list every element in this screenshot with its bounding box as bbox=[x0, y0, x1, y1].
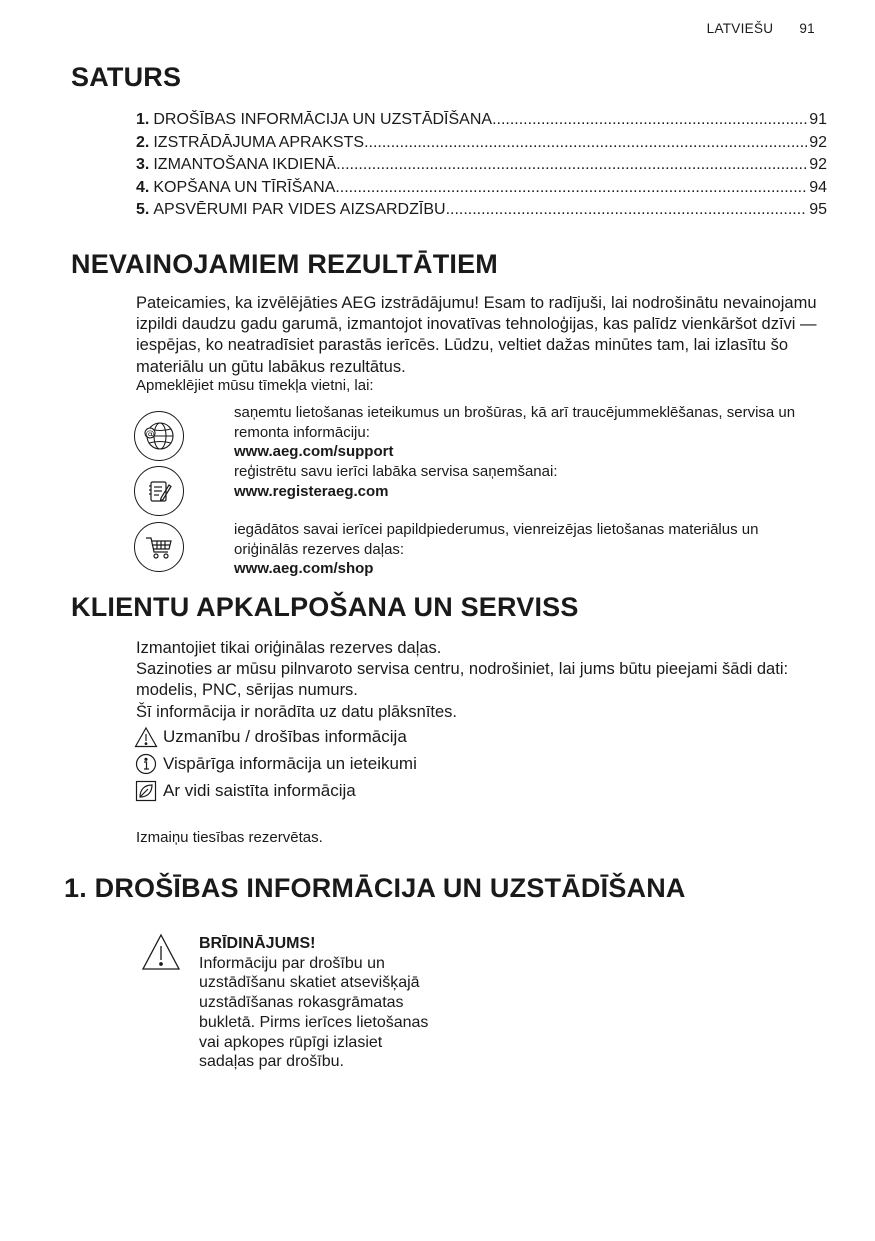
toc-item-page: 95 bbox=[809, 201, 827, 218]
register-link-text bbox=[234, 462, 804, 501]
toc-item-4[interactable] bbox=[136, 179, 827, 202]
toc-item-page: 92 bbox=[809, 156, 827, 173]
toc-item-label: IZMANTOŠANA IKDIENĀ bbox=[153, 156, 337, 173]
toc-leader bbox=[446, 201, 808, 219]
page-header bbox=[707, 21, 815, 36]
legend-warning bbox=[134, 726, 407, 748]
toc-item-label: IZSTRĀDĀJUMA APRAKSTS bbox=[153, 133, 365, 151]
service-line: Šī informācija ir norādīta uz datu plāksnītes. bbox=[136, 702, 457, 721]
shop-description: iegādātos savai ierīcei papildpiederumus, vienreizējas lietošanas materiālus un oriģinālās rezerves daļas: bbox=[234, 521, 759, 558]
toc-item-number: 2. bbox=[136, 133, 150, 151]
toc-item-label: APSVĒRUMI PAR VIDES AIZSARDZĪBU bbox=[153, 201, 446, 218]
service-title: KLIENTU APKALPOŠANA UN SERVISS bbox=[71, 592, 579, 622]
support-description: saņemtu lietošanas ieteikumus un brošūras, kā arī traucējummeklēšanas, servisa un remonta informāciju: bbox=[234, 404, 796, 441]
toc-leader bbox=[492, 111, 807, 129]
toc-item-1[interactable] bbox=[136, 111, 827, 134]
toc-item-number: 3. bbox=[136, 156, 150, 173]
results-title: NEVAINOJAMIEM REZULTĀTIEM bbox=[71, 249, 498, 279]
toc-item-3[interactable] bbox=[136, 156, 827, 179]
service-line: Sazinoties ar mūsu pilnvaroto servisa centru, nodrošiniet, lai jums būtu pieejami šādi dati: modelis, PNC, sērijas numurs. bbox=[136, 660, 789, 700]
service-line: Izmantojiet tikai oriģinālas rezerves daļas. bbox=[136, 639, 442, 657]
toc-item-number: 1. bbox=[136, 111, 150, 128]
cart-icon bbox=[134, 522, 184, 572]
toc-item-label: DROŠĪBAS INFORMĀCIJA UN UZSTĀDĪŠANA bbox=[153, 111, 493, 128]
rights-reserved: Izmaiņu tiesības rezervētas. bbox=[136, 829, 323, 846]
toc-leader bbox=[335, 179, 807, 197]
warning-text: Informāciju par drošību un uzstādīšanu skatiet atsevišķajā uzstādīšanas rokasgrāmatas bukletā. Pirms ierīces lietošanas vai apkopes rūpīgi izlasiet sadaļas par drošību. bbox=[199, 954, 429, 1071]
globe-icon bbox=[134, 411, 184, 461]
leaf-icon bbox=[134, 780, 158, 802]
language-label: LATVIEŠU bbox=[706, 21, 774, 36]
info-icon bbox=[134, 753, 158, 775]
section1-title: 1. DROŠĪBAS INFORMĀCIJA UN UZSTĀDĪŠANA bbox=[64, 873, 686, 903]
toc-item-page: 92 bbox=[809, 133, 827, 151]
warning-icon bbox=[141, 933, 181, 976]
register-icon bbox=[134, 466, 184, 516]
toc-item-label: KOPŠANA UN TĪRĪŠANA bbox=[153, 178, 336, 196]
warning-icon bbox=[134, 726, 158, 748]
contents-title: SATURS bbox=[71, 62, 182, 92]
support-link-text bbox=[234, 403, 804, 462]
legend-environment-label: Ar vidi saistīta informācija bbox=[163, 781, 356, 800]
warning-box bbox=[199, 934, 439, 1072]
toc-item-page: 91 bbox=[809, 111, 827, 128]
legend-environment bbox=[134, 780, 356, 802]
toc-leader bbox=[364, 134, 807, 152]
toc-leader bbox=[336, 156, 807, 174]
register-description: reģistrētu savu ierīci labāka servisa saņemšanai: bbox=[234, 463, 558, 480]
register-url-link[interactable]: www.registeraeg.com bbox=[234, 482, 389, 500]
table-of-contents bbox=[136, 111, 827, 224]
toc-item-page: 94 bbox=[809, 178, 827, 196]
visit-text: Apmeklējiet mūsu tīmekļa vietni, lai: bbox=[136, 377, 374, 394]
results-intro: Pateicamies, ka izvēlējāties AEG izstrādājumu! Esam to radījuši, lai nodrošinātu nevainojamu izpildi daudzu gadu garumā, izmantojot inovatīvas tehnoloģijas, kas palīdz vienkāršot dzīvi — iespējas, ko neatradīsiet parastās ierīcēs. Lūdzu, veltiet dažas minūtes tam, lai izlasītu šo materiālu un gūtu labākus rezultātus. bbox=[136, 294, 817, 376]
toc-item-number: 5. bbox=[136, 201, 150, 218]
shop-link-text bbox=[234, 520, 804, 579]
legend-info-label: Vispārīga informācija un ieteikumi bbox=[163, 754, 417, 773]
page-number: 91 bbox=[799, 21, 815, 36]
shop-url-link[interactable]: www.aeg.com/shop bbox=[234, 560, 374, 577]
svg-text:@: @ bbox=[145, 429, 155, 440]
support-url-link[interactable]: www.aeg.com/support bbox=[234, 443, 394, 460]
warning-title: BRĪDINĀJUMS! bbox=[199, 935, 316, 952]
legend-info bbox=[134, 753, 417, 775]
service-text bbox=[136, 638, 826, 723]
toc-item-5[interactable] bbox=[136, 201, 827, 224]
toc-item-2[interactable] bbox=[136, 134, 827, 157]
toc-item-number: 4. bbox=[136, 178, 150, 196]
legend-warning-label: Uzmanību / drošības informācija bbox=[163, 727, 407, 746]
